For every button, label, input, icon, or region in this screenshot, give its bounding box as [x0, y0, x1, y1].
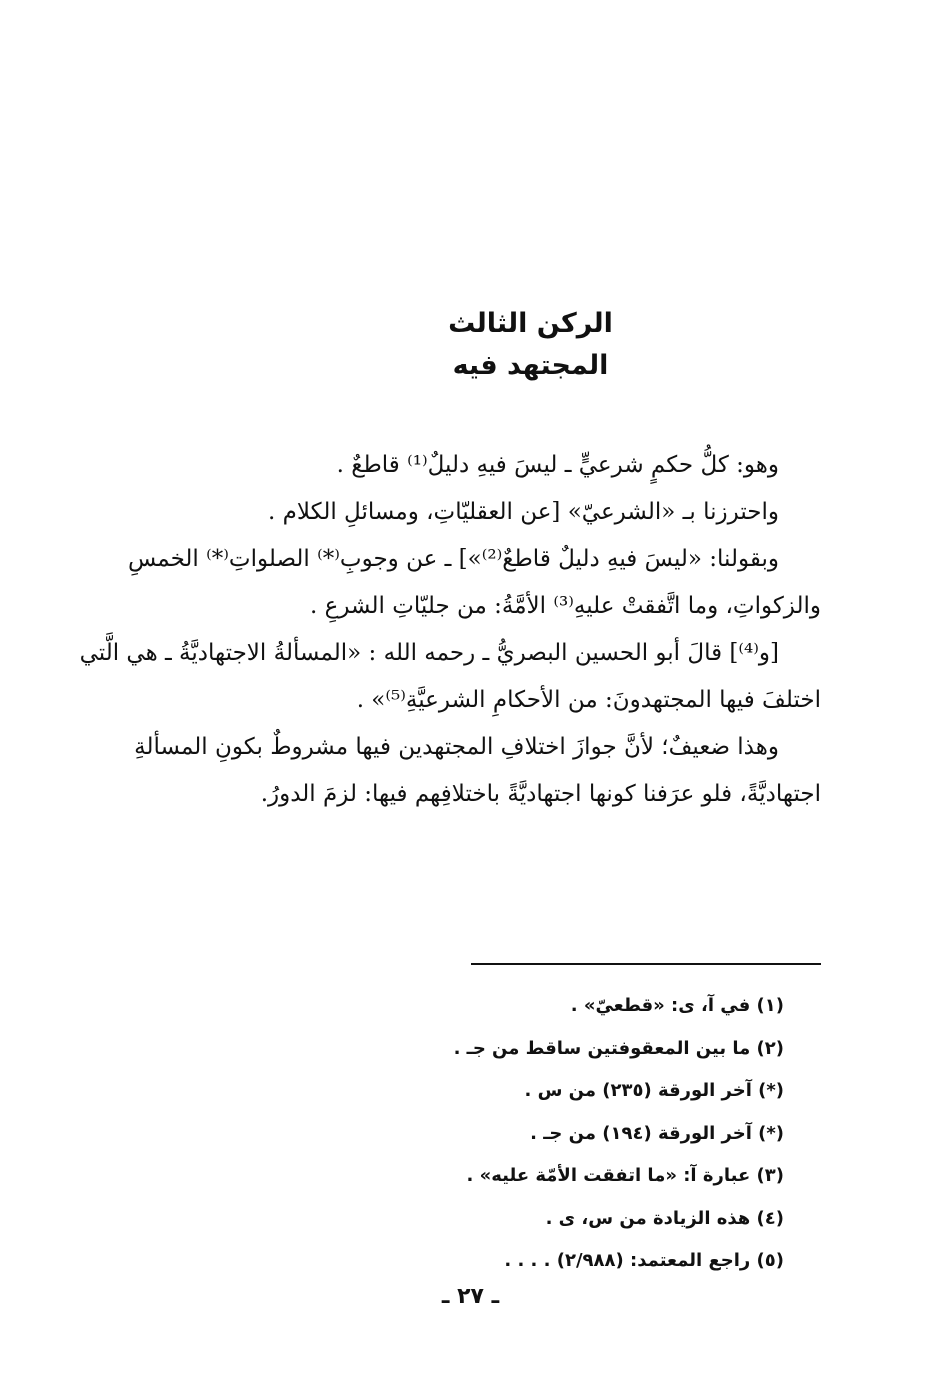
footnote-folio-s: (*) آخر الورقة (٢٣٥) من س . — [524, 1080, 784, 1101]
footnote-1: (١) في آ، ى: «قطعيّ» . — [570, 995, 784, 1016]
section-subtitle: المجتهد فيه — [452, 350, 609, 381]
paragraph-basri-line2: اختلفَ فيها المجتهدونَ: من الأحكامِ الشرعيَّةِ⁽⁵⁾» . — [356, 687, 821, 713]
footnote-2: (٢) ما بين المعقوفتين ساقط من جـ . — [453, 1037, 784, 1059]
paragraph-critique-line1: وهذا ضعيفٌ؛ لأنَّ جوازَ اختلافِ المجتهدين فيها مشروطٌ بكونِ المسألةِ — [134, 734, 779, 760]
footnote-3: (٣) عبارة آ: «ما اتفقت الأمّة عليه» . — [466, 1165, 784, 1186]
footnote-divider — [471, 963, 821, 965]
paragraph-exclusion: واحترزنا بـ «الشرعيّ» [عن العقليّاتِ، ومسائلِ الكلام . — [268, 499, 779, 525]
paragraph-critique-line2: اجتهاديَّةً، فلو عرَفنا كونها اجتهاديَّةً باختلافِهم فيها: لزمَ الدورُ. — [260, 781, 821, 807]
paragraph-qualification-line1: وبقولنا: «ليسَ فيهِ دليلٌ قاطعٌ⁽²⁾»] ـ عن وجوبِ⁽*⁾ الصلواتِ⁽*⁾ الخمسِ — [127, 546, 779, 572]
page-number: ـ ٢٧ ـ — [441, 1284, 500, 1309]
footnote-4: (٤) هذه الزيادة من س، ى . — [545, 1207, 784, 1229]
footnote-folio-j: (*) آخر الورقة (١٩٤) من جـ . — [530, 1122, 784, 1144]
footnote-5: (٥) راجع المعتمد: (٢/٩٨٨) . . . . — [504, 1250, 784, 1271]
paragraph-definition: وهو: كلُّ حكمٍ شرعيٍّ ـ ليسَ فيهِ دليلٌ⁽¹⁾ قاطعٌ . — [336, 452, 779, 478]
paragraph-qualification-line2: والزكواتِ، وما اتَّفقتْ عليهِ⁽³⁾ الأمَّةُ: من جليّاتِ الشرعِ . — [309, 593, 821, 619]
section-title: الركن الثالث — [448, 308, 613, 339]
main-text — [79, 442, 821, 818]
footnotes — [184, 985, 784, 1283]
paragraph-basri-line1: [و⁽⁴⁾] قالَ أبو الحسين البصريُّ ـ رحمه الله : «المسألةُ الاجتهاديَّةُ ـ هي الَّتي — [79, 640, 779, 666]
